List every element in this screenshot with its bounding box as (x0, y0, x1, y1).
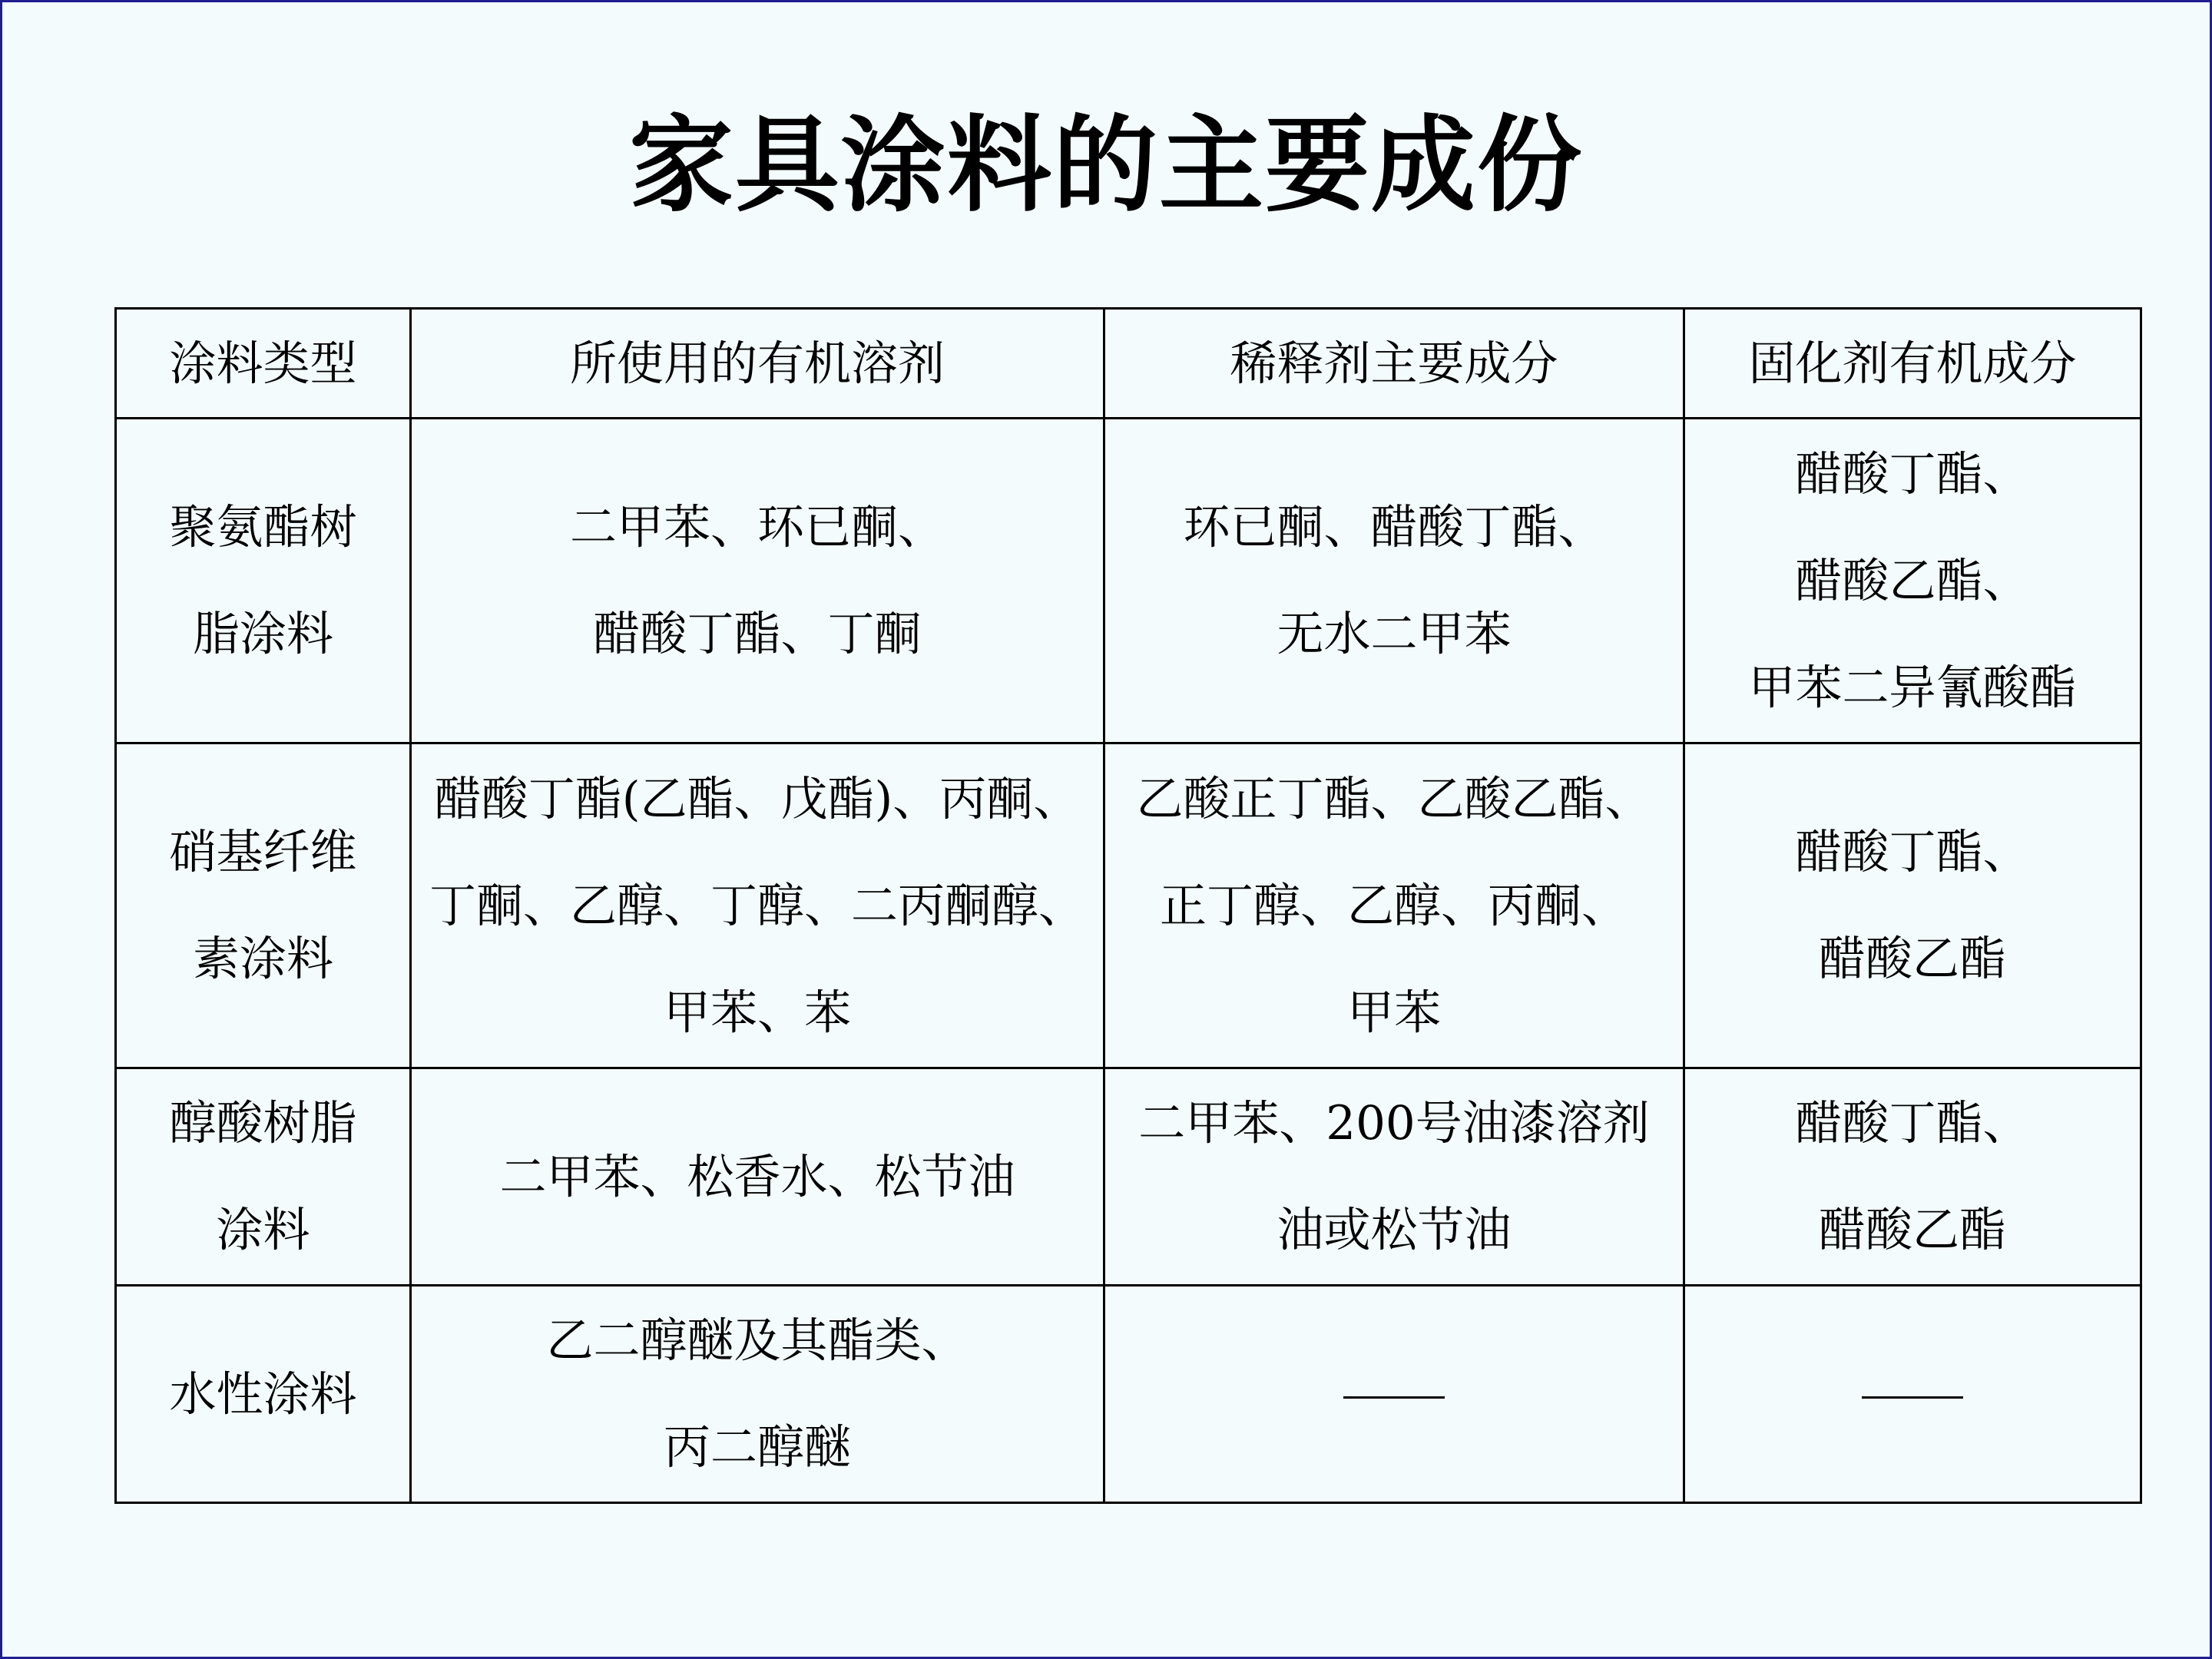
cell-line: 脂涂料 (192, 607, 333, 661)
cell-line: 丙二醇醚 (663, 1420, 851, 1475)
header-cell-hardener: 固化剂有机成分 (1684, 309, 2141, 419)
solvent-cell (411, 1068, 1104, 1286)
cell-line: 甲苯 (1346, 985, 1441, 1040)
type-cell (116, 743, 411, 1068)
cell-line: 醋酸丁酯、 (1795, 446, 2030, 502)
cell-line: 二甲苯、200号油漆溶剂 (1138, 1096, 1650, 1151)
cell-line: 甲苯、苯 (663, 985, 851, 1040)
thinner-cell (1104, 743, 1684, 1068)
cell-line: 醋酸丁酯、 (1795, 825, 2030, 879)
cell-line: 无水二甲苯 (1277, 607, 1512, 661)
type-cell (116, 1068, 411, 1286)
solvent-cell (411, 1286, 1104, 1503)
cell-line: 水性涂料 (169, 1366, 357, 1422)
empty-dash (1862, 1396, 1963, 1399)
cell-line: 甲苯二异氰酸酯 (1748, 660, 2077, 715)
type-cell (116, 1286, 411, 1503)
cell-line: 正丁醇、乙醇、丙酮、 (1159, 878, 1628, 933)
cell-line: 丁酮、乙醇、丁醇、二丙酮醇、 (429, 878, 1085, 933)
cell-line: 醋酸乙酯、 (1795, 553, 2030, 608)
solvent-cell (411, 419, 1104, 743)
hardener-cell (1684, 419, 2141, 743)
cell-line: 素涂料 (192, 932, 333, 986)
solvent-cell (411, 743, 1104, 1068)
cell-line: 涂料 (216, 1203, 310, 1257)
table-row (116, 419, 2141, 743)
header-cell-solvent: 所使用的有机溶剂 (411, 309, 1104, 419)
page-title: 家具涂料的主要成份 (629, 104, 1583, 227)
cell-line: 乙二醇醚及其酯类、 (546, 1313, 969, 1368)
table-row (116, 1068, 2141, 1286)
table-row (116, 1286, 2141, 1503)
cell-line: 二甲苯、松香水、松节油 (499, 1149, 1015, 1204)
hardener-cell (1684, 1068, 2141, 1286)
header-cell-thinner: 稀释剂主要成分 (1104, 309, 1684, 419)
cell-line: 醋酸丁酯(乙酯、戊酯)、丙酮、 (434, 771, 1081, 826)
cell-line: 醋酸乙酯 (1818, 1203, 2006, 1257)
hardener-cell (1684, 1286, 2141, 1503)
composition-table (114, 307, 2142, 1504)
cell-line: 二甲苯、环已酮、 (569, 500, 945, 555)
cell-line: 环已酮、醋酸丁酯、 (1183, 500, 1605, 555)
table-header-row (116, 309, 2141, 419)
cell-line: 醇酸树脂 (169, 1096, 357, 1151)
cell-line: 醋酸丁酯、丁酮 (593, 607, 922, 661)
table-row (116, 743, 2141, 1068)
thinner-cell (1104, 419, 1684, 743)
thinner-cell (1104, 1286, 1684, 1503)
cell-line: 醋酸乙酯 (1818, 932, 2006, 986)
cell-line: 聚氨酯树 (169, 500, 357, 555)
header-cell-type: 涂料类型 (116, 309, 411, 419)
type-cell (116, 419, 411, 743)
cell-line: 油或松节油 (1277, 1203, 1512, 1257)
thinner-cell (1104, 1068, 1684, 1286)
cell-line: 硝基纤维 (169, 825, 357, 879)
cell-line: 醋酸丁酯、 (1795, 1096, 2030, 1151)
empty-dash (1343, 1396, 1445, 1399)
cell-line: 乙酸正丁酯、乙酸乙酯、 (1136, 771, 1652, 826)
hardener-cell (1684, 743, 2141, 1068)
